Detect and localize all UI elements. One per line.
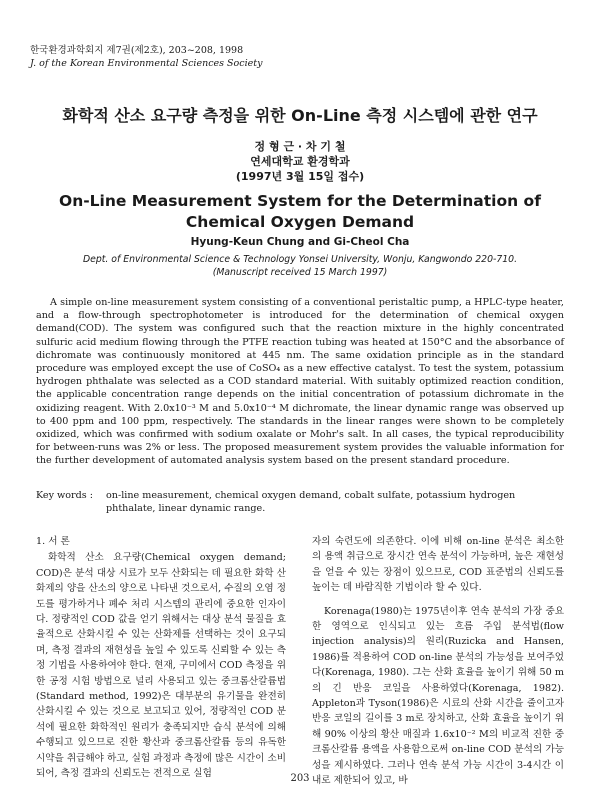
- journal-name-en: J. of the Korean Environmental Sciences Society: [30, 58, 263, 69]
- section-heading-introduction: 1. 서 론: [36, 536, 70, 547]
- keywords-line1: on-line measurement, chemical oxygen demand, cobalt sulfate, potassium hydrogen: [106, 490, 516, 501]
- authors-korean: 정 형 근 · 차 기 철: [254, 140, 346, 153]
- keywords: [36, 489, 564, 515]
- received-english: (Manuscript received 15 March 1997): [212, 267, 388, 278]
- authors-english: Hyung-Keun Chung and Gi-Cheol Cha: [190, 236, 410, 248]
- keywords-line2: phthalate, linear dynamic range.: [106, 503, 266, 515]
- affiliation-korean: 연세대학교 환경학과: [250, 155, 350, 168]
- english-affiliation-block: [0, 253, 600, 279]
- korean-author-block: [0, 139, 600, 184]
- abstract: A simple on-line measurement system consisting of a conventional peristaltic pump, a HPLC-type heater, and a flow-through spectrophotometer is introduced for the determination of chemical oxygen demand(COD). The system was configured such that the reaction mixture in the highly concentrated sulfuric acid medium flowing through the PTFE reaction tubing was heated at 150°C and the absorbance of dichromate was continuously monitored at 445 nm. The same oxidation principle as in the standard procedure was employed except the use of CoSO₄ as a new effective catalyst. To test the system, potassium hydrogen phthalate was selected as a COD standard material. With suitably optimized reaction condition, the applicable concentration range depends on the initial concentration of potassium dichromate in the oxidizing reagent. With 2.0x10⁻³ M and 5.0x10⁻⁴ M dichromate, the linear dynamic range was observed up to 400 ppm and 100 ppm, respectively. The standards in the linear ranges were shown to be completely oxidized, which was confirmed with sodium oxalate or Mohr's salt. In all cases, the typical reproducibility for between-runs was 2% or less. The proposed measurement system provides the valuable information for the further development of automated analysis system based on the present standard procedure.: [36, 297, 564, 467]
- title-english-line1: On-Line Measurement System for the Determination of: [59, 192, 541, 210]
- intro-paragraph-1: 화학적 산소 요구량(Chemical oxygen demand; COD)은 분석 대상 시료가 모두 산화되는 데 필요한 화학 산화제의 양을 산소의 양으로 나타낸 것으로서, 수질의 오염 정도를 평가하거나 폐수 처리 시스템의 관리에 중요한 인자이다. 정량적인 COD 값을 얻기 위해서는 대상 분석 물질을 효율적으로 산화시킬 수 있는 산화제를 선택하는 것이 요구되며, 측정 결과의 재현성을 높일 수 있도록 신뢰할 수 있는 측정 기법을 사용하여야 한다. 현재, 구미에서 COD 측정을 위한 공정 시험 방법으로 널리 사용되고 있는 중크롬산칼륨법(Standard method, 1992)은 대부분의 유기물을 완전히 산화시킬 수 있는 것으로 보고되고 있어, 정량적인 COD 분석에 필요한 화학적인 원리가 충족되지만 습식 분석에 의해 수행되고 있으므로 진한 황산과 중크롬산칼륨 등의 유독한 시약을 취급해야 하고, 실험 과정과 측정에 많은 시간이 소비되어, 측정 결과의 신뢰도는 전적으로 실험: [36, 552, 286, 780]
- journal-citation-ko: 한국환경과학회지 제7권(제2호), 203~208, 1998: [30, 45, 244, 56]
- intro-paragraph-continued: 자의 숙련도에 의존한다. 이에 비해 on-line 분석은 최소한의 용액 취급으로 장시간 연속 분석이 가능하며, 높은 재현성을 얻을 수 있는 장점이 있으므로, COD 표준법의 신뢰도를 높이는 데 바람직한 기법이라 할 수 있다.: [312, 536, 564, 594]
- left-column: [36, 534, 286, 782]
- keywords-label: Key words :: [36, 490, 93, 501]
- title-english: [0, 191, 600, 233]
- intro-paragraph-2: Korenaga(1980)는 1975년이후 연속 분석의 가장 중요한 영역으로 인식되고 있는 흐름 주입 분석법(flow injection analysis)의 원리(Ruzicka and Hansen, 1986)를 적용하여 COD on-line 분석의 가능성을 보여주었다(Korenaga, 1980). 그는 산화 효율을 높이기 위해 50 m의 긴 반응 코일을 사용하였다(Korenaga, 1982). Appleton과 Tyson(1986)은 시료의 산화 시간을 줄이고자 반응 코일의 길이를 3 m로 장치하고, 산화 효율을 높이기 위해 90% 이상의 황산 매질과 1.6x10⁻² M의 비교적 진한 중크롬산칼륨 용액을 사용함으로써 on-line COD 분석의 가능성을 제시하였다. 그러나 연속 분석 가능 시간이 3-4시간 이내로 제한되어 있고, 바: [312, 605, 564, 787]
- journal-header: [30, 44, 262, 70]
- received-korean: (1997년 3월 15일 접수): [235, 170, 365, 183]
- right-column: [312, 534, 564, 789]
- title-english-line2: Chemical Oxygen Demand: [185, 213, 415, 231]
- page-number: 203: [290, 773, 310, 784]
- affiliation-english: Dept. of Environmental Science & Technology Yonsei University, Wonju, Kangwondo 220-710.: [82, 254, 518, 265]
- title-korean: 화학적 산소 요구량 측정을 위한 On-Line 측정 시스템에 관한 연구: [62, 106, 538, 125]
